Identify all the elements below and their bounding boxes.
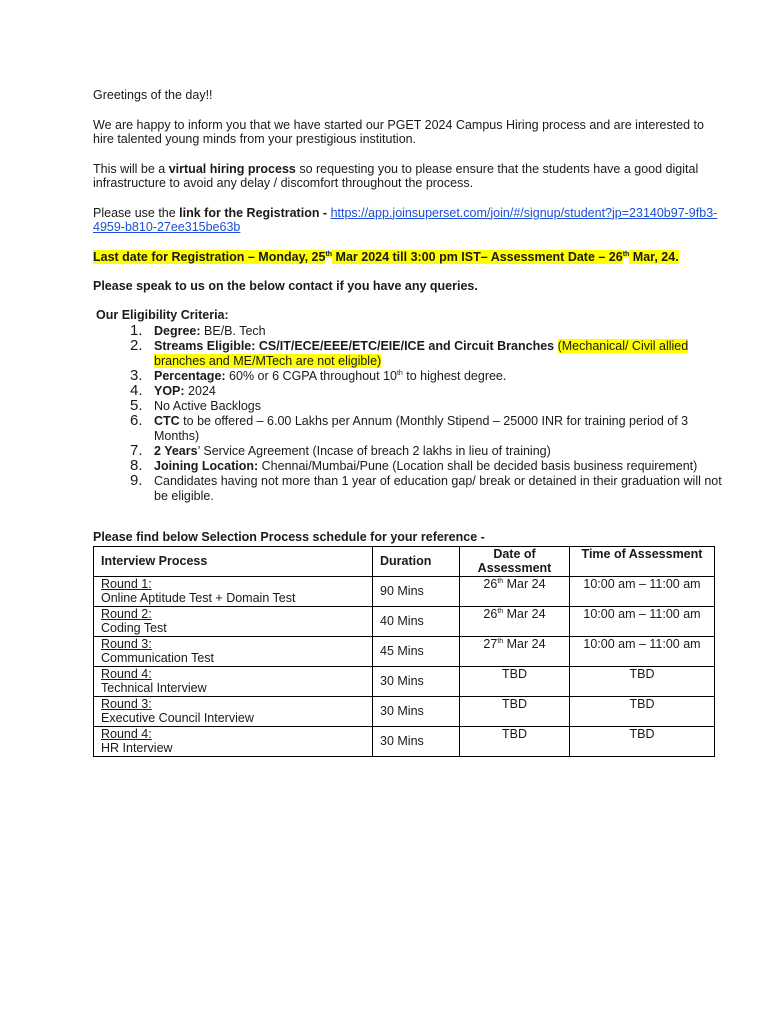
- header-duration: Duration: [373, 546, 460, 576]
- date-rest: Mar 24: [503, 606, 546, 621]
- list-number: 8.: [130, 457, 143, 474]
- contact-paragraph: [93, 279, 723, 294]
- criterion-label: YOP:: [154, 384, 185, 398]
- date-day: 26: [483, 606, 498, 621]
- process-cell: [94, 576, 373, 606]
- criterion-text: Candidates having not more than 1 year of education gap/ break or detained in their graduation will not be eligible.: [154, 474, 722, 503]
- virtual-bold: virtual hiring process: [168, 161, 296, 176]
- list-number: 9.: [130, 472, 143, 489]
- date-cell: [460, 606, 570, 636]
- criterion-label: CTC: [154, 414, 180, 428]
- table-row: [94, 696, 715, 726]
- registration-link[interactable]: https://app.joinsuperset.com/join/#/signup/student?jp=23140b97-9fb3-4959-b810-27ee315be63b: [93, 205, 718, 234]
- criterion-label: Percentage:: [154, 369, 226, 383]
- process-cell: [94, 666, 373, 696]
- list-item: [93, 474, 723, 504]
- round-label: Round 3:: [101, 636, 152, 651]
- round-label: Round 3:: [101, 696, 152, 711]
- round-name: Communication Test: [101, 651, 215, 665]
- criterion-text: No Active Backlogs: [154, 399, 261, 413]
- duration-cell: 90 Mins: [373, 576, 460, 606]
- date-rest: Mar 24: [503, 576, 546, 591]
- date-cell: [460, 696, 570, 726]
- deadline-part-a: Last date for Registration – Monday, 25: [93, 249, 326, 264]
- deadline-sup-2: th: [622, 250, 630, 258]
- duration-cell: 40 Mins: [373, 606, 460, 636]
- table-row: [94, 666, 715, 696]
- duration-cell: 30 Mins: [373, 726, 460, 756]
- round-name: Online Aptitude Test + Domain Test: [101, 591, 296, 605]
- virtual-pre: This will be a: [93, 161, 169, 176]
- header-date: Date of Assessment: [460, 546, 570, 576]
- date-sup: th: [497, 607, 504, 615]
- date-day: TBD: [502, 726, 527, 741]
- criterion-label: Degree:: [154, 324, 201, 338]
- duration-cell: 30 Mins: [373, 666, 460, 696]
- process-cell: [94, 696, 373, 726]
- list-item: [93, 339, 723, 369]
- deadline-part-c: Mar, 24.: [629, 249, 679, 264]
- date-sup: th: [497, 577, 504, 585]
- list-number: 2.: [130, 337, 143, 354]
- virtual-paragraph: [93, 162, 723, 191]
- round-name: Coding Test: [101, 621, 167, 635]
- time-cell: 10:00 am – 11:00 am: [570, 576, 715, 606]
- list-item: [93, 399, 723, 414]
- registration-bold: link for the Registration -: [179, 205, 331, 220]
- header-process: Interview Process: [94, 546, 373, 576]
- date-day: TBD: [502, 696, 527, 711]
- criterion-text: 60% or 6 CGPA throughout 10: [225, 369, 397, 383]
- criterion-sup: th: [396, 370, 403, 377]
- duration-cell: 45 Mins: [373, 636, 460, 666]
- email-body: [93, 88, 723, 757]
- round-label: Round 1:: [101, 576, 152, 591]
- registration-paragraph: [93, 206, 723, 235]
- criterion-text: Chennai/Mumbai/Pune (Location shall be decided basis business requirement): [258, 459, 698, 473]
- virtual-post: so requesting you to please ensure that the students have a good digital infrastructure to avoid any delay / discomfort throughout the process.: [93, 161, 699, 190]
- process-cell: [94, 726, 373, 756]
- date-day: TBD: [502, 666, 527, 681]
- criterion-text-2: to highest degree.: [402, 369, 507, 383]
- time-cell: 10:00 am – 11:00 am: [570, 606, 715, 636]
- list-item: [93, 324, 723, 339]
- list-number: 6.: [130, 412, 143, 429]
- list-number: 3.: [130, 367, 143, 384]
- list-number: 1.: [130, 322, 143, 339]
- criterion-label: 2 Years: [154, 444, 198, 458]
- table-row: [94, 726, 715, 756]
- table-header-row: [94, 546, 715, 576]
- list-item: [93, 369, 723, 384]
- deadline-part-b: Mar 2024 till 3:00 pm IST– Assessment Date – 26: [332, 249, 623, 264]
- list-number: 7.: [130, 442, 143, 459]
- criterion-text: ’ Service Agreement (Incase of breach 2 lakhs in lieu of training): [197, 444, 551, 458]
- intro-paragraph: We are happy to inform you that we have started our PGET 2024 Campus Hiring process and are interested to hire talented young minds from your prestigious institution.: [93, 117, 704, 146]
- round-name: HR Interview: [101, 741, 173, 755]
- list-item: [93, 444, 723, 459]
- list-item: [93, 384, 723, 399]
- registration-pre: Please use the: [93, 205, 180, 220]
- criterion-text: 2024: [184, 384, 216, 398]
- list-number: 4.: [130, 382, 143, 399]
- criterion-label: Joining Location:: [154, 459, 259, 473]
- criterion-text: to be offered – 6.00 Lakhs per Annum (Monthly Stipend – 25000 INR for training period of 3 Months): [154, 414, 689, 443]
- deadline-paragraph: [93, 250, 723, 265]
- criterion-text: BE/B. Tech: [200, 324, 266, 338]
- schedule-title: [93, 530, 723, 545]
- criterion-highlight: (Mechanical/ Civil allied branches and ME/MTech are not eligible): [154, 339, 689, 368]
- date-sup: th: [497, 637, 504, 645]
- header-time: Time of Assessment: [570, 546, 715, 576]
- date-day: 27: [483, 636, 498, 651]
- date-cell: [460, 726, 570, 756]
- time-cell: TBD: [570, 696, 715, 726]
- list-item: [93, 459, 723, 474]
- round-label: Round 2:: [101, 606, 152, 621]
- date-cell: [460, 666, 570, 696]
- schedule-table: [93, 546, 715, 757]
- table-row: [94, 636, 715, 666]
- round-label: Round 4:: [101, 726, 152, 741]
- date-rest: Mar 24: [503, 636, 546, 651]
- date-day: 26: [483, 576, 498, 591]
- list-item: [93, 414, 723, 444]
- list-number: 5.: [130, 397, 143, 414]
- round-name: Technical Interview: [101, 681, 207, 695]
- round-name: Executive Council Interview: [101, 711, 254, 725]
- round-label: Round 4:: [101, 666, 152, 681]
- process-cell: [94, 636, 373, 666]
- deadline-sup-1: th: [325, 250, 333, 258]
- criterion-label: Streams Eligible: CS/IT/ECE/EEE/ETC/EIE/ICE and Circuit Branches: [154, 339, 555, 353]
- contact-text: Please speak to us on the below contact if you have any queries.: [93, 279, 478, 293]
- criteria-title: [96, 308, 723, 323]
- table-row: [94, 576, 715, 606]
- time-cell: 10:00 am – 11:00 am: [570, 636, 715, 666]
- schedule-title-text: Please find below Selection Process schedule for your reference -: [93, 530, 485, 544]
- time-cell: TBD: [570, 666, 715, 696]
- criteria-list: [93, 324, 723, 504]
- criteria-title-text: Our Eligibility Criteria:: [96, 307, 229, 322]
- date-cell: [460, 576, 570, 606]
- greeting: Greetings of the day!!: [93, 88, 213, 102]
- time-cell: TBD: [570, 726, 715, 756]
- table-row: [94, 606, 715, 636]
- process-cell: [94, 606, 373, 636]
- date-cell: [460, 636, 570, 666]
- duration-cell: 30 Mins: [373, 696, 460, 726]
